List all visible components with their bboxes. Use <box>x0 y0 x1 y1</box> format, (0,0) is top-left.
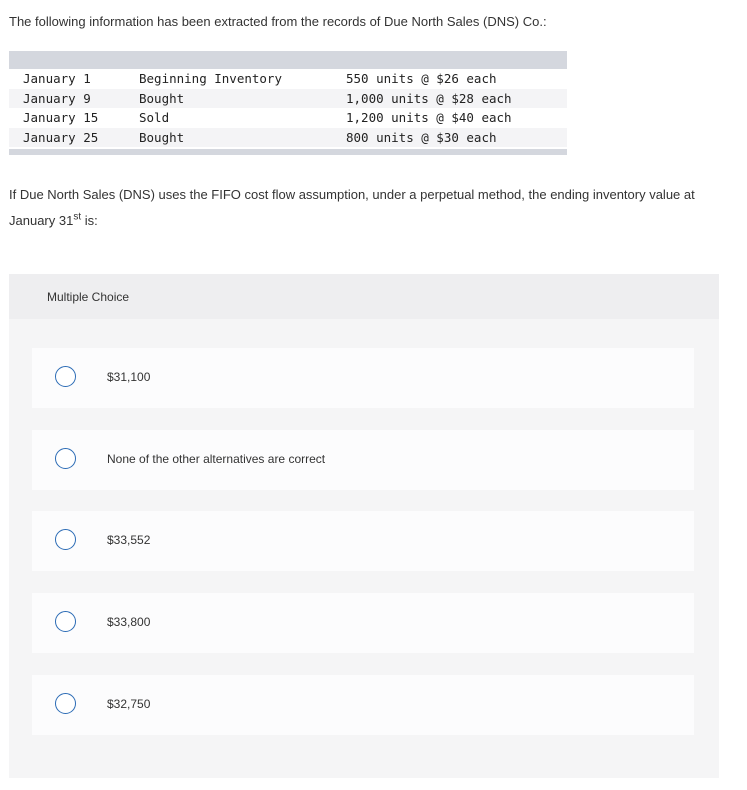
choice-option-1[interactable] <box>32 348 694 408</box>
intro-text: The following information has been extracted from the records of Due North Sales (DNS) Co.: <box>9 14 547 29</box>
record-date: January 9 <box>9 89 139 109</box>
record-date: January 25 <box>9 128 139 148</box>
question-suffix: is: <box>81 213 98 228</box>
table-row <box>9 89 567 109</box>
table-top-bar <box>9 51 567 69</box>
record-date: January 15 <box>23 110 99 125</box>
question-body: If Due North Sales (DNS) uses the FIFO cost flow assumption, under a perpetual method, the ending inventory value at January 31 <box>9 187 695 228</box>
question-superscript: st <box>73 211 82 223</box>
record-event: Bought <box>139 128 346 148</box>
choice-label: $32,750 <box>107 697 151 711</box>
question-text <box>9 182 729 234</box>
radio-unselected-icon[interactable] <box>55 611 76 632</box>
choice-option-3[interactable] <box>32 511 694 571</box>
table-row <box>9 128 567 148</box>
records-table <box>9 69 567 147</box>
table-row <box>9 108 567 128</box>
record-detail: 1,200 units @ $40 each <box>346 110 512 125</box>
choice-label: $31,100 <box>107 370 151 384</box>
radio-unselected-icon[interactable] <box>55 529 76 550</box>
table-row <box>9 69 567 89</box>
record-detail: 1,000 units @ $28 each <box>346 89 567 109</box>
record-date: January 1 <box>23 71 91 86</box>
choice-option-2[interactable] <box>32 430 694 490</box>
record-event: Sold <box>139 110 170 125</box>
multiple-choice-panel <box>9 274 719 778</box>
choice-label: None of the other alternatives are correct <box>107 452 326 466</box>
multiple-choice-title: Multiple Choice <box>47 290 130 304</box>
choice-label: $33,552 <box>107 533 151 547</box>
record-event: Beginning Inventory <box>139 71 282 86</box>
records-table-container <box>9 51 567 155</box>
radio-unselected-icon[interactable] <box>55 448 76 469</box>
choice-label: $33,800 <box>107 615 151 629</box>
table-bottom-bar <box>9 149 567 155</box>
record-event: Bought <box>139 89 346 109</box>
choice-option-5[interactable] <box>32 675 694 735</box>
record-detail: 550 units @ $26 each <box>346 71 497 86</box>
multiple-choice-header <box>9 274 719 319</box>
choice-option-4[interactable] <box>32 593 694 653</box>
radio-unselected-icon[interactable] <box>55 366 76 387</box>
record-detail: 800 units @ $30 each <box>346 128 567 148</box>
radio-unselected-icon[interactable] <box>55 693 76 714</box>
